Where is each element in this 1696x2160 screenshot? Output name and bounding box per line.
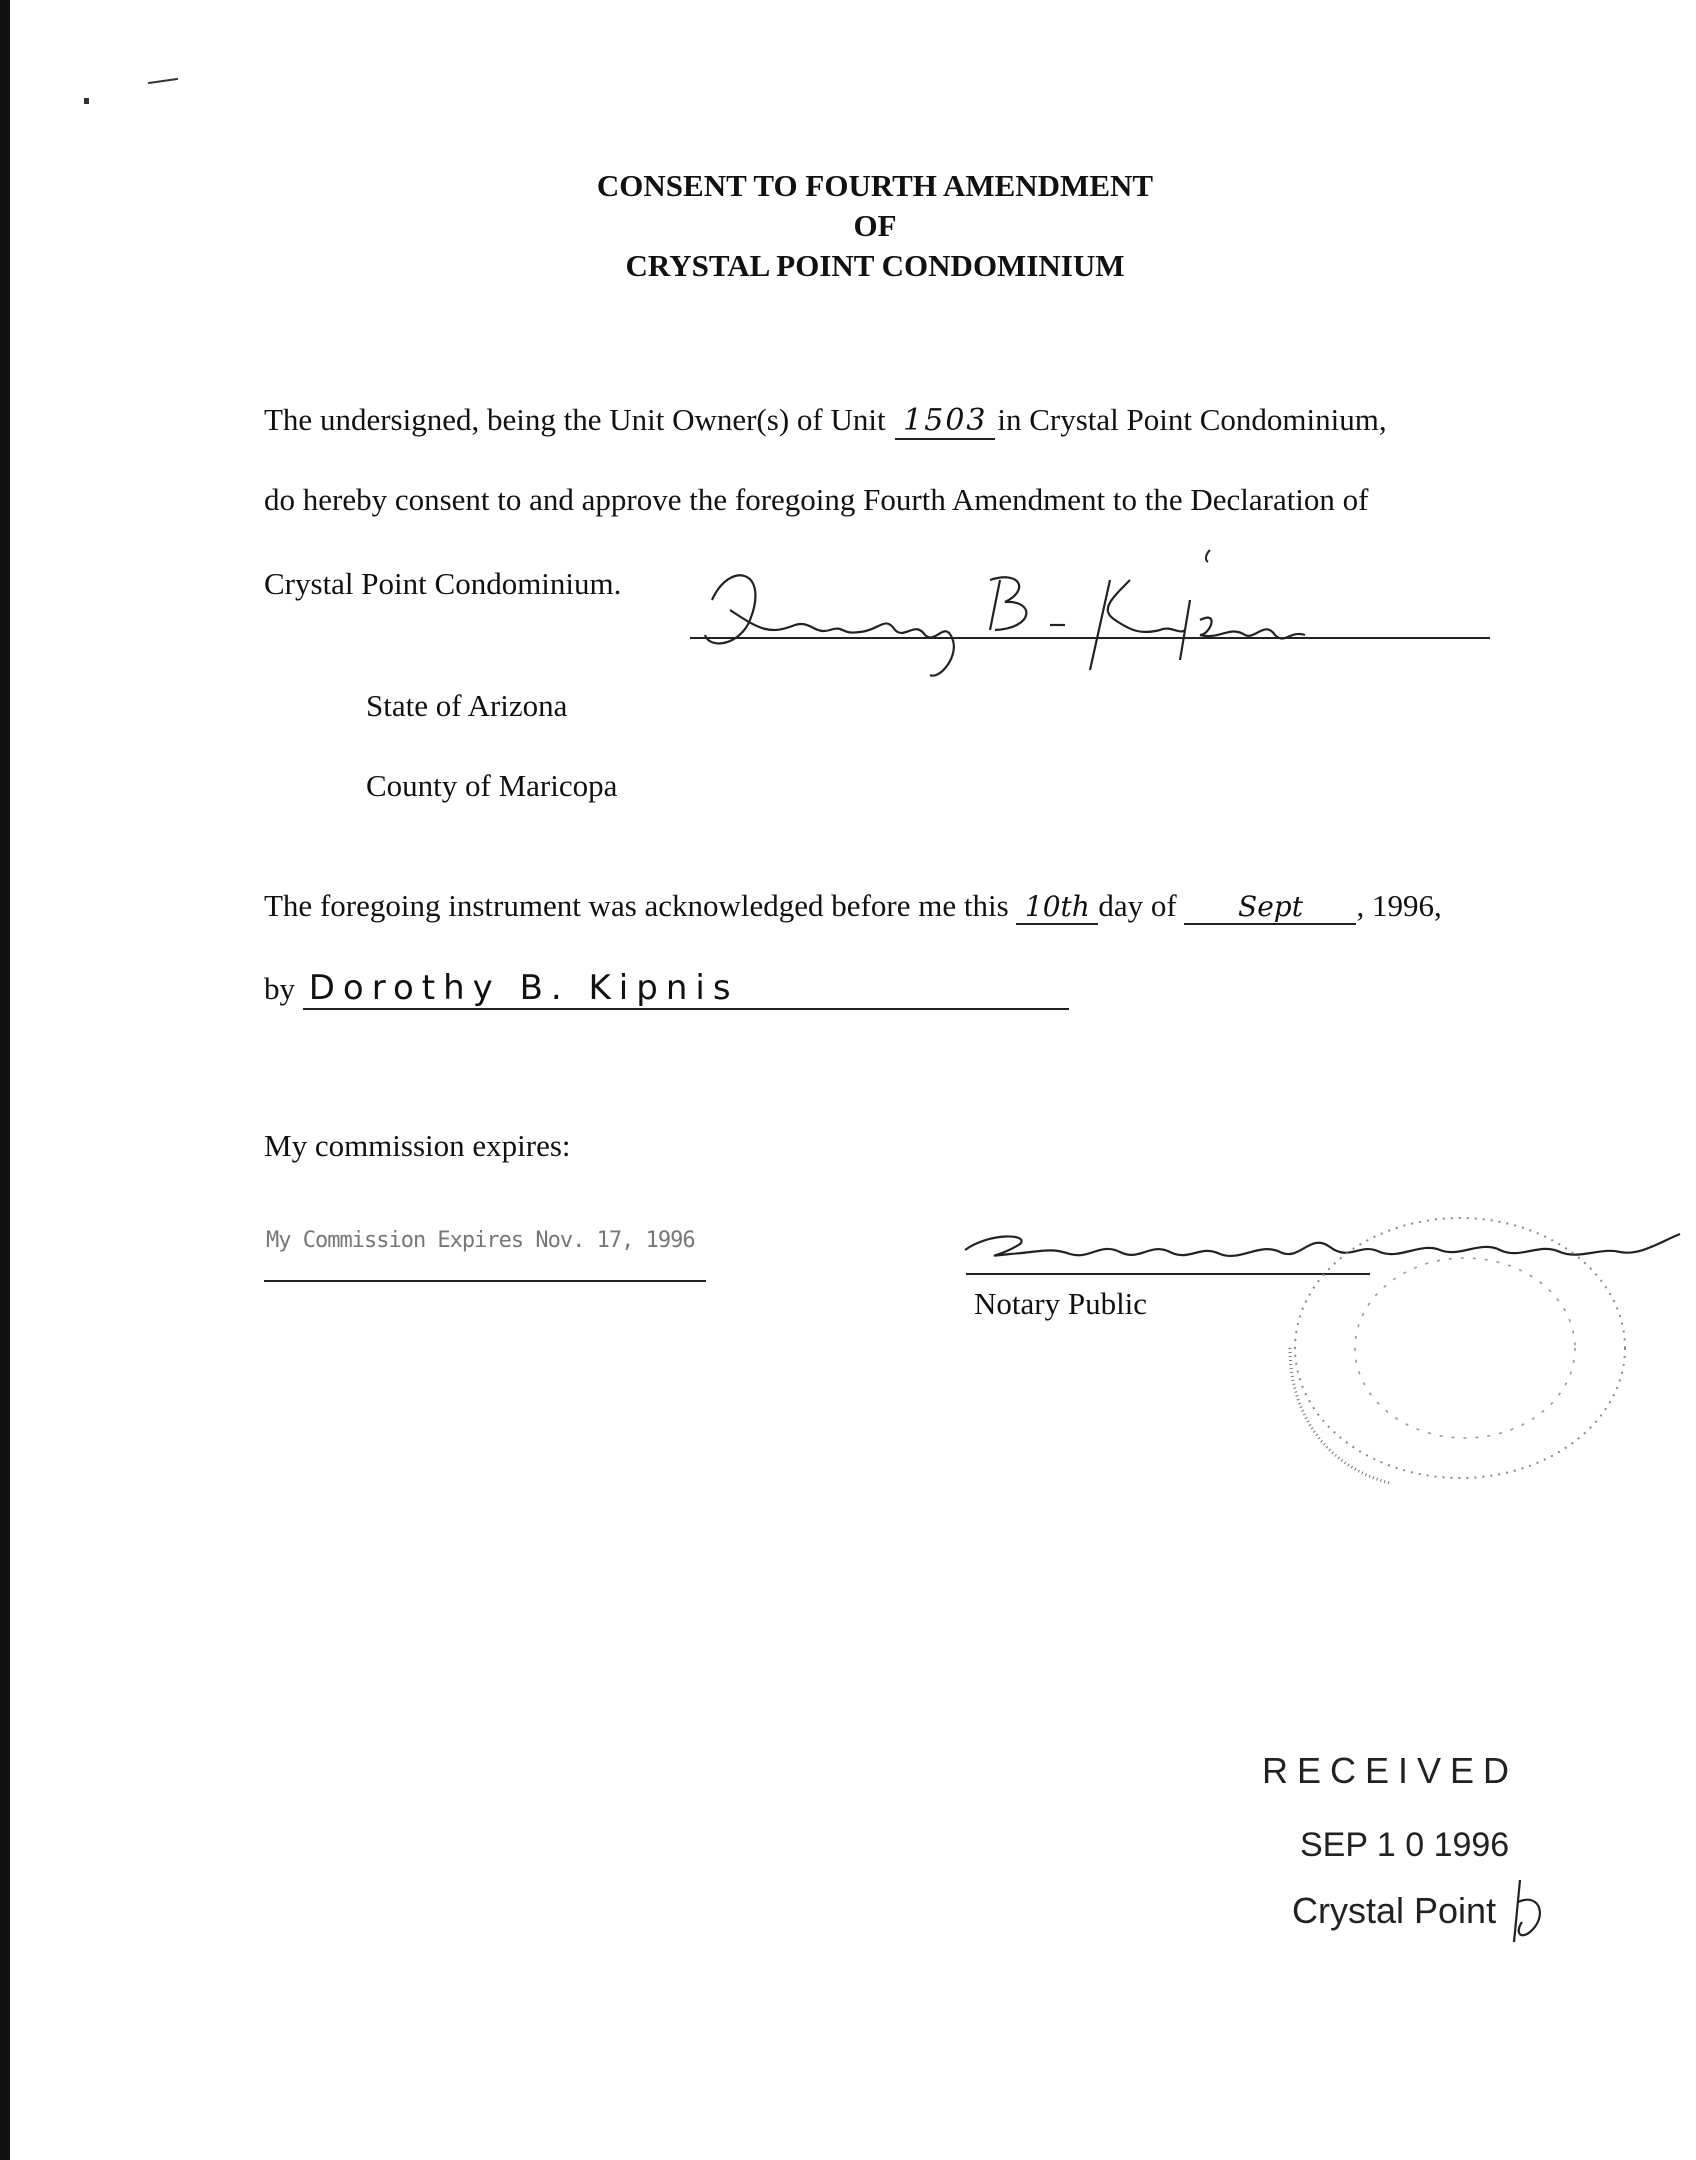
consent-line-1-end: Crystal Point Condominium, [1029,402,1387,437]
acknowledgment-by-line [264,968,1069,1010]
unit-number-handwritten: 1503 [895,403,995,440]
document-title-line-3: CRYSTAL POINT CONDOMINIUM [625,248,1125,283]
consent-line-2: do hereby consent to and approve the foregoing Fourth Amendment to the Declaration of [264,482,1369,517]
venue-state: State of Arizona [366,688,568,723]
commission-stamp: My Commission Expires Nov. 17, 1996 [266,1228,695,1253]
received-stamp-location: Crystal Point [1292,1890,1497,1931]
received-stamp-line-1: RECEIVED [1262,1750,1519,1791]
owner-signature [690,540,1500,690]
acknowledgment-line [264,888,1442,925]
notary-seal [1270,1198,1650,1498]
consent-line-1-in: in [997,402,1022,437]
acknowledgment-by-label: by [264,971,295,1006]
scan-speck [148,78,178,84]
document-title-line-1: CONSENT TO FOURTH AMENDMENT [596,168,1154,203]
venue-county: County of Maricopa [366,768,618,803]
acknowledgment-month-handwritten: Sept [1184,890,1356,925]
acknowledgment-day-label: day of [1098,888,1177,923]
acknowledgment-by-handwritten: Dorothy B. Kipnis [303,968,1069,1010]
notary-public-label: Notary Public [974,1286,1148,1321]
consent-line-1-start: The undersigned, being the Unit Owner(s) of Unit [264,402,886,437]
acknowledgment-year: , 1996, [1356,888,1442,923]
acknowledgment-start: The foregoing instrument was acknowledged before me this [264,888,1009,923]
commission-label: My commission expires: [264,1128,571,1163]
consent-line-3: Crystal Point Condominium. [264,566,622,601]
scan-edge [0,0,10,2160]
acknowledgment-day-handwritten: 10th [1016,890,1098,925]
document-title-line-2: OF [853,208,897,243]
received-stamp-initials [1500,1872,1560,1952]
received-stamp-date: SEP 1 0 1996 [1300,1826,1510,1864]
scan-speck [84,98,89,104]
commission-rule [264,1280,706,1282]
consent-line-1 [264,402,1387,440]
